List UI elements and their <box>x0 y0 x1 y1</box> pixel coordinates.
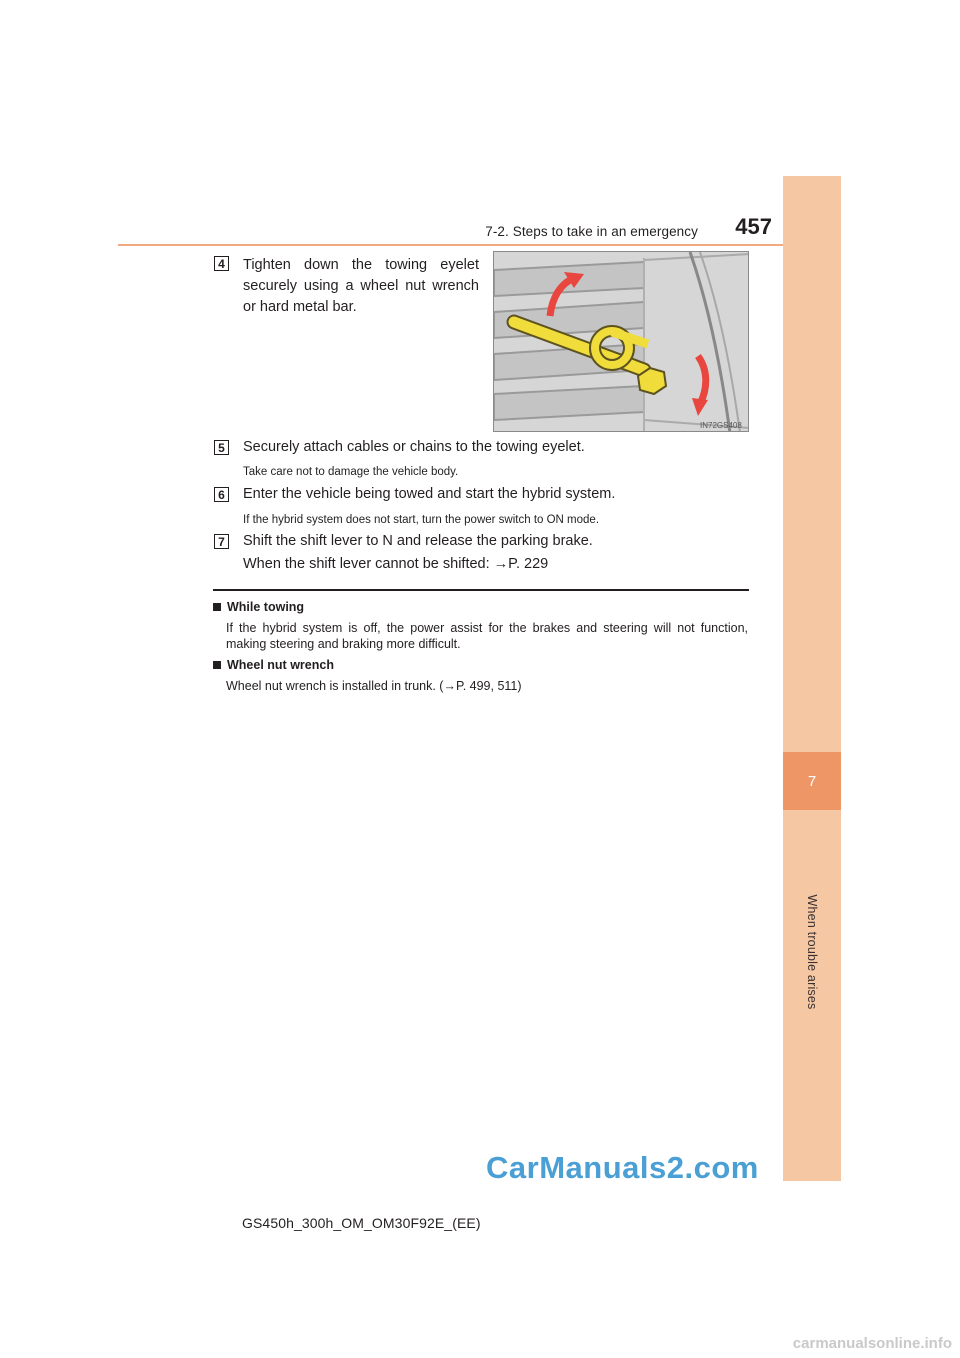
section-title: 7-2. Steps to take in an emergency <box>485 224 698 239</box>
chapter-title: When trouble arises <box>805 894 819 1010</box>
page-reference-link[interactable]: →P. 499, 511 <box>443 679 518 693</box>
step-number: 4 <box>214 256 229 271</box>
step-number: 5 <box>214 440 229 455</box>
square-bullet-icon <box>213 661 221 669</box>
step-text: Tighten down the towing eyelet securely using a wheel nut wrench or hard metal bar. <box>243 257 479 315</box>
illustration-code: IN72GS408 <box>700 421 742 430</box>
note-body <box>226 678 522 694</box>
note-body-suffix: ) <box>517 679 522 693</box>
page-reference-link[interactable]: →P. 229 <box>493 556 549 572</box>
section-divider <box>213 589 749 591</box>
step-subtext: Take care not to damage the vehicle body. <box>243 466 459 478</box>
square-bullet-icon <box>213 603 221 611</box>
note-body-prefix: Wheel nut wrench is installed in trunk. ( <box>226 679 444 693</box>
step-text-prefix: When the shift lever cannot be shifted: <box>243 556 494 572</box>
note-heading <box>213 658 334 672</box>
step-number: 7 <box>214 534 229 549</box>
footer-document-code: GS450h_300h_OM_OM30F92E_(EE) <box>242 1215 481 1231</box>
note-title: While towing <box>227 600 305 614</box>
step-number: 6 <box>214 487 229 502</box>
step-subtext: If the hybrid system does not start, turn the power switch to ON mode. <box>243 514 600 526</box>
towing-eyelet-illustration <box>493 251 749 432</box>
step-text: Shift the shift lever to N and release the parking brake. <box>243 533 593 549</box>
note-heading <box>213 600 304 614</box>
carmanualsonline-watermark: carmanualsonline.info <box>792 1335 952 1352</box>
note-body: If the hybrid system is off, the power assist for the brakes and steering will not function, making steering and braking more difficult. <box>226 621 748 651</box>
step-text: Securely attach cables or chains to the towing eyelet. <box>243 439 585 455</box>
chapter-number-box: 7 <box>783 752 841 810</box>
chapter-side-tab <box>783 176 841 1181</box>
page-number: 457 <box>735 214 772 239</box>
step-text: Enter the vehicle being towed and start the hybrid system. <box>243 486 616 502</box>
header-rule <box>118 244 840 246</box>
page-header <box>118 214 840 246</box>
illustration-svg <box>494 252 749 432</box>
note-title: Wheel nut wrench <box>227 658 334 672</box>
carmanuals-watermark: CarManuals2.com <box>486 1150 759 1185</box>
step-text-line2 <box>243 554 548 575</box>
